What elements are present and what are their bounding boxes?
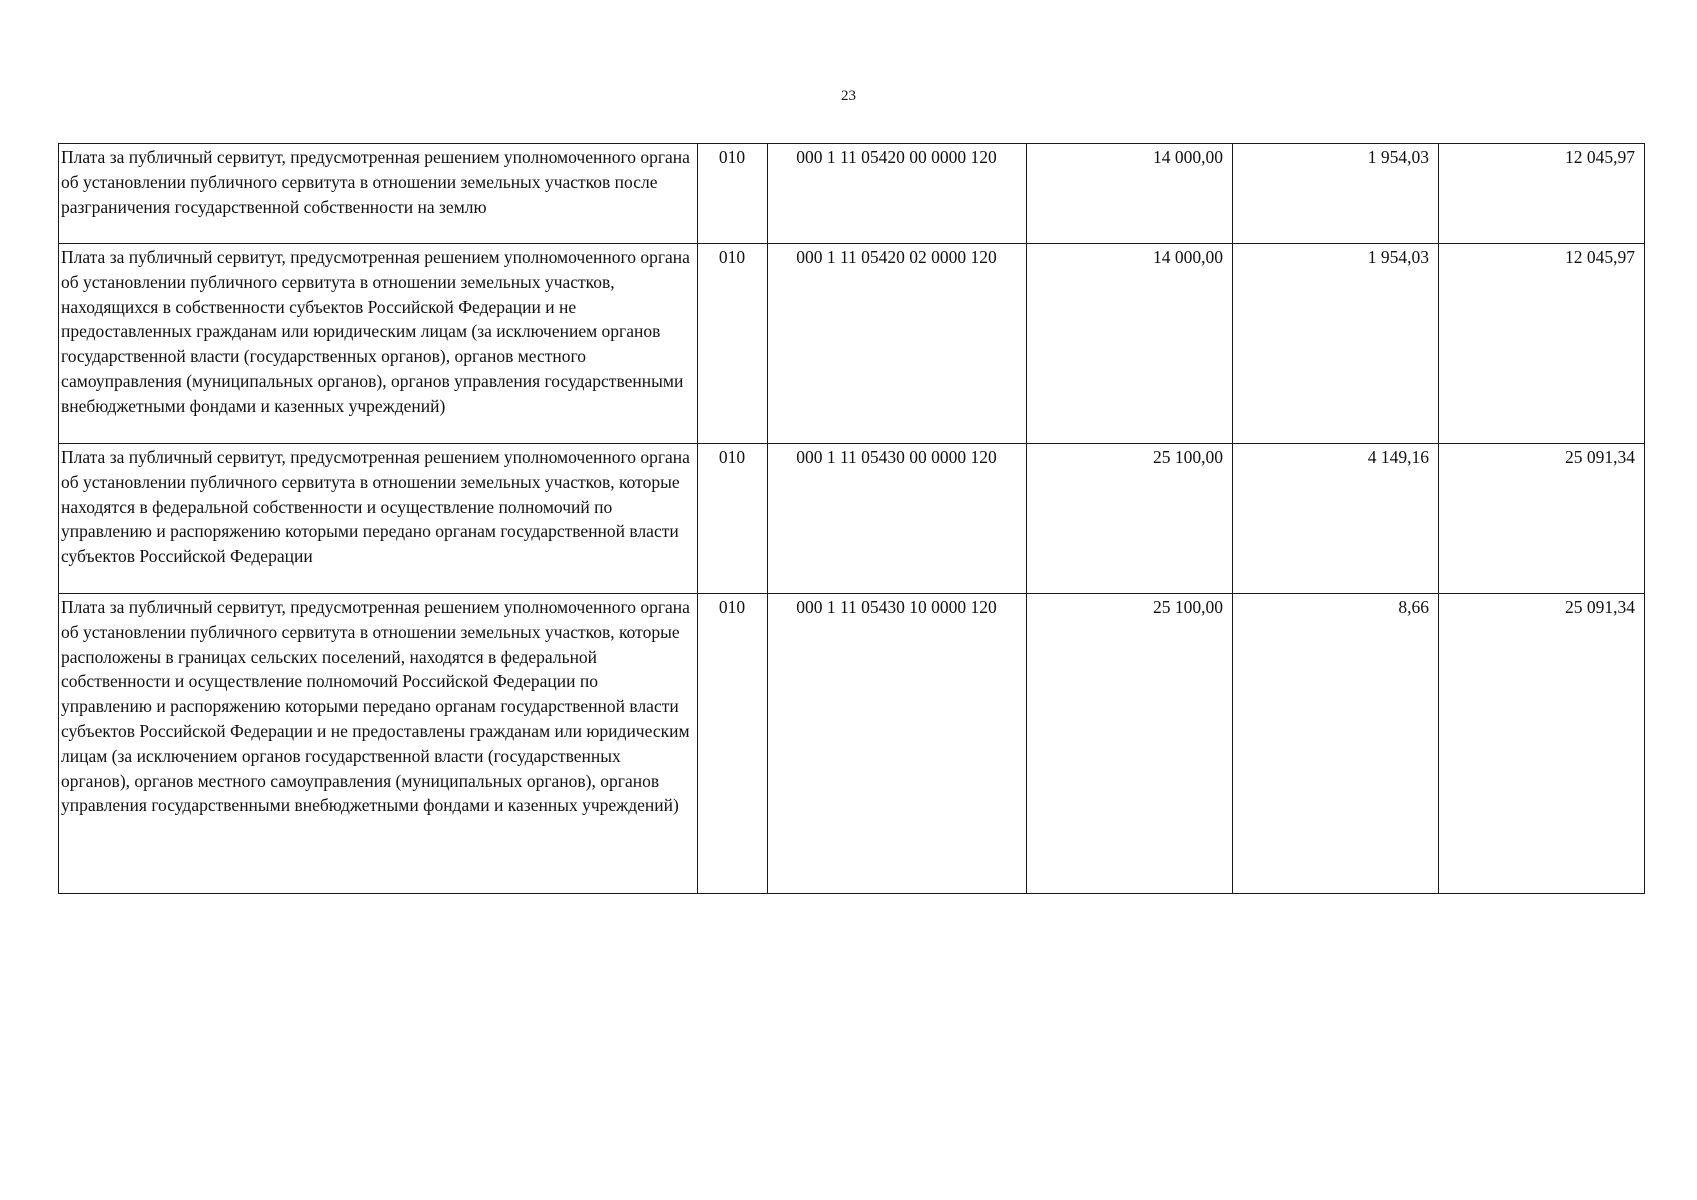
row-name-cell: Плата за публичный сервитут, предусмотренная решением уполномоченного органа об установлении публичного сервитута в отношении земельных участков после разграничения государственной собственности на землю bbox=[59, 144, 698, 244]
row-name-cell: Плата за публичный сервитут, предусмотренная решением уполномоченного органа об установлении публичного сервитута в отношении земельных участков, которые находятся в федеральной собственности и осуществление полномочий по управлению и распоряжению которыми передано органам государственной власти субъектов Российской Федерации bbox=[59, 444, 698, 594]
unexecuted-cell: 12 045,97 bbox=[1439, 144, 1645, 244]
unexecuted-cell: 25 091,34 bbox=[1439, 594, 1645, 894]
line-code-cell: 010 bbox=[698, 244, 768, 444]
line-code-cell: 010 bbox=[698, 594, 768, 894]
executed-cell: 1 954,03 bbox=[1233, 244, 1439, 444]
approved-cell: 25 100,00 bbox=[1027, 594, 1233, 894]
executed-cell: 4 149,16 bbox=[1233, 444, 1439, 594]
executed-cell: 8,66 bbox=[1233, 594, 1439, 894]
table-row bbox=[59, 594, 1645, 894]
revenue-table bbox=[58, 143, 1645, 894]
unexecuted-cell: 25 091,34 bbox=[1439, 444, 1645, 594]
budget-code-cell: 000 1 11 05420 00 0000 120 bbox=[768, 144, 1027, 244]
approved-cell: 14 000,00 bbox=[1027, 244, 1233, 444]
unexecuted-cell: 12 045,97 bbox=[1439, 244, 1645, 444]
executed-cell: 1 954,03 bbox=[1233, 144, 1439, 244]
budget-code-cell: 000 1 11 05430 10 0000 120 bbox=[768, 594, 1027, 894]
line-code-cell: 010 bbox=[698, 144, 768, 244]
table-row bbox=[59, 444, 1645, 594]
page-number: 23 bbox=[841, 88, 856, 104]
approved-cell: 25 100,00 bbox=[1027, 444, 1233, 594]
approved-cell: 14 000,00 bbox=[1027, 144, 1233, 244]
line-code-cell: 010 bbox=[698, 444, 768, 594]
budget-code-cell: 000 1 11 05420 02 0000 120 bbox=[768, 244, 1027, 444]
row-name-cell: Плата за публичный сервитут, предусмотренная решением уполномоченного органа об установлении публичного сервитута в отношении земельных участков, находящихся в собственности субъектов Российской Федерации и не предоставленных гражданам или юридическим лицам (за исключением органов государственной власти (государственных органов), органов местного самоуправления (муниципальных органов), органов управления государственными внебюджетными фондами и казенных учреждений) bbox=[59, 244, 698, 444]
table-row bbox=[59, 244, 1645, 444]
table-row bbox=[59, 144, 1645, 244]
row-name-cell: Плата за публичный сервитут, предусмотренная решением уполномоченного органа об установлении публичного сервитута в отношении земельных участков, которые расположены в границах сельских поселений, находятся в федеральной собственности и осуществление полномочий Российской Федерации по управлению и распоряжению которыми передано органам государственной власти субъектов Российской Федерации и не предоставлены гражданам или юридическим лицам (за исключением органов государственной власти (государственных органов), органов местного самоуправления (муниципальных органов), органов управления государственными внебюджетными фондами и казенных учреждений) bbox=[59, 594, 698, 894]
budget-code-cell: 000 1 11 05430 00 0000 120 bbox=[768, 444, 1027, 594]
